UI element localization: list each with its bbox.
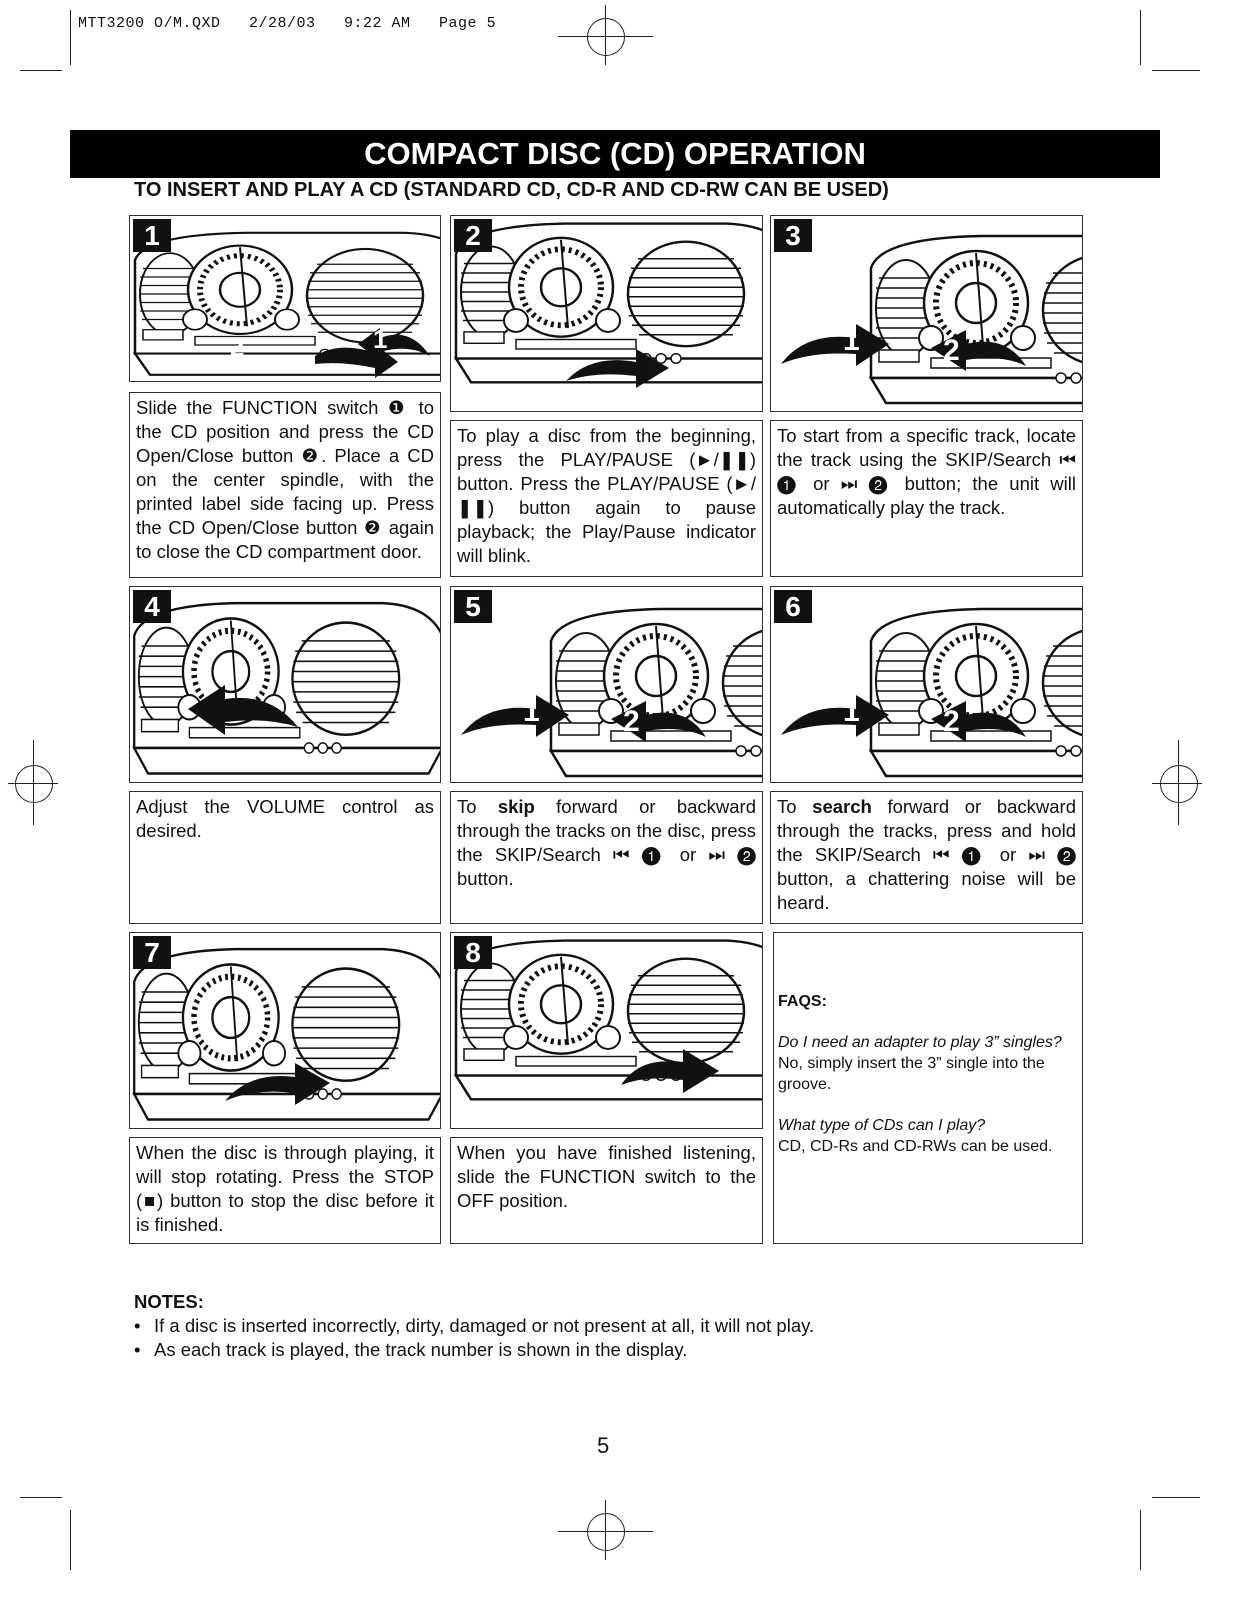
step-6-illustration — [770, 586, 1083, 783]
crop-mark — [1140, 10, 1141, 65]
note-item: • As each track is played, the track number is shown in the display. — [134, 1338, 814, 1362]
arrow-label: 1 — [843, 695, 860, 728]
cd-unit-image — [130, 216, 441, 382]
page-number: 5 — [597, 1433, 610, 1458]
section-heading: TO INSERT AND PLAY A CD (STANDARD CD, CD-R AND CD-RW CAN BE USED) — [134, 179, 889, 201]
step-8-illustration — [450, 932, 763, 1129]
crop-mark — [1152, 1497, 1200, 1498]
step-number: 8 — [454, 936, 492, 969]
step-6-description: To search forward or backward through the tracks, press and hold the SKIP/Search ⏮ ❶ or ⏭ ❷ button, a chattering noise will be heard. — [770, 791, 1083, 924]
step-number: 2 — [454, 219, 492, 252]
step-7-description: When the disc is through playing, it will stop rotating. Press the STOP (■) button to stop the disc before it is finished. — [129, 1137, 441, 1244]
note-item: • If a disc is inserted incorrectly, dirty, damaged or not present at all, it will not play. — [134, 1314, 814, 1338]
arrow-label: 1 — [523, 695, 540, 728]
arrow-label: 2 — [623, 705, 640, 738]
step-number: 7 — [133, 936, 171, 969]
step-number: 4 — [133, 590, 171, 623]
crop-mark — [1140, 1510, 1141, 1570]
faq-title: FAQS: — [778, 993, 827, 1010]
cd-unit-image — [771, 216, 1083, 412]
cd-unit-image — [451, 933, 763, 1129]
step-5-illustration — [450, 586, 763, 783]
cd-unit-image — [130, 587, 441, 783]
cd-unit-image — [451, 216, 763, 412]
step-7-illustration — [129, 932, 441, 1129]
arrow-label: 2 — [230, 332, 245, 362]
step-number: 1 — [133, 219, 171, 252]
step-4-illustration — [129, 586, 441, 783]
file-slug: MTT3200 O/M.QXD 2/28/03 9:22 AM Page 5 — [78, 15, 497, 32]
step-4-description: Adjust the VOLUME control as desired. — [129, 791, 441, 924]
page-title: COMPACT DISC (CD) OPERATION — [70, 130, 1160, 178]
crop-mark — [70, 1510, 71, 1570]
faq-question: What type of CDs can I play? — [778, 1117, 986, 1134]
step-5-description: To skip forward or backward through the tracks on the disc, press the SKIP/Search ⏮ ❶ or ⏭ ❷ button. — [450, 791, 763, 924]
crop-mark — [1152, 70, 1200, 71]
cd-unit-image — [771, 587, 1083, 783]
arrow-label: 1 — [373, 324, 388, 354]
faq-question: Do I need an adapter to play 3” singles? — [778, 1034, 1062, 1051]
notes-section — [134, 1290, 814, 1362]
step-number: 6 — [774, 590, 812, 623]
step-3-illustration — [770, 215, 1083, 412]
step-2-illustration — [450, 215, 763, 412]
step-number: 3 — [774, 219, 812, 252]
crop-mark — [70, 10, 71, 65]
arrow-label: 2 — [943, 334, 960, 367]
step-2-description: To play a disc from the beginning, press the PLAY/PAUSE (►/❚❚) button. Press the PLAY/PAUSE (►/❚❚) button again to pause playback; the Play/Pause indicator will blink. — [450, 420, 763, 577]
crop-mark — [20, 1497, 62, 1498]
faq-answer: No, simply insert the 3” single into the groove. — [778, 1055, 1045, 1093]
faq-box — [773, 932, 1083, 1244]
step-number: 5 — [454, 590, 492, 623]
notes-title: NOTES: — [134, 1291, 204, 1312]
cd-unit-image — [130, 933, 441, 1129]
arrow-label: 2 — [943, 705, 960, 738]
cd-unit-image — [451, 587, 763, 783]
step-1-illustration — [129, 215, 441, 382]
crop-mark — [20, 70, 62, 71]
step-1-description: Slide the FUNCTION switch ❶ to the CD position and press the CD Open/Close button ❷. Place a CD on the center spindle, with the printed label side facing up. Press the CD Open/Close button ❷ again to close the CD compartment door. — [129, 392, 441, 578]
step-3-description: To start from a specific track, locate the track using the SKIP/Search ⏮ ❶ or ⏭ ❷ button; the unit will automatically play the track. — [770, 420, 1083, 577]
arrow-label: 1 — [843, 324, 860, 357]
faq-answer: CD, CD-Rs and CD-RWs can be used. — [778, 1138, 1053, 1155]
step-8-description: When you have finished listening, slide the FUNCTION switch to the OFF position. — [450, 1137, 763, 1244]
